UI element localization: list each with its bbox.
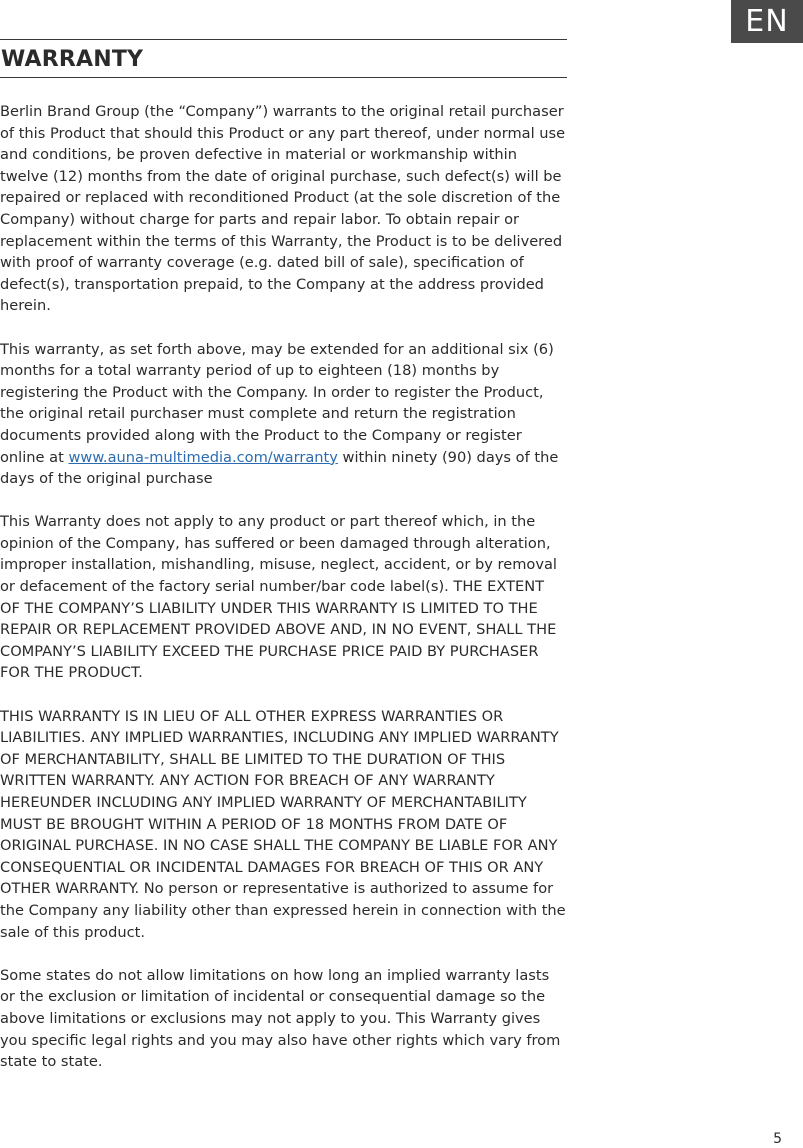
- warranty-registration-link[interactable]: www.auna-multimedia.com/warranty: [68, 448, 338, 466]
- paragraph-extension: [0, 339, 567, 490]
- page-number: 5: [773, 1131, 782, 1147]
- heading-top-rule: [0, 39, 567, 40]
- paragraph-state-rights: Some states do not allow limitations on how long an implied warranty lasts or the exclusion or limitation of incidental or consequential damage so the above limitations or exclusions may not apply to you. This Warranty gives you specific legal rights and you may also have other rights which vary from state to state.: [0, 966, 561, 1071]
- language-tab: EN: [731, 0, 803, 43]
- paragraph-limitations: THIS WARRANTY IS IN LIEU OF ALL OTHER EXPRESS WARRANTIES OR LIABILITIES. ANY IMPLIED WARRANTIES, INCLUDING ANY IMPLIED WARRANTY OF MERCHANTABILITY, SHALL BE LIMITED TO THE DURATION OF THIS WRITTEN WARRANTY. ANY ACTION FOR BREACH OF ANY WARRANTY HEREUNDER INCLUDING ANY IMPLIED WARRANTY OF MERCHANTABILITY MUST BE BROUGHT WITHIN A PERIOD OF 18 MONTHS FROM DATE OF ORIGINAL PURCHASE. IN NO CASE SHALL THE COMPANY BE LIABLE FOR ANY CONSEQUENTIAL OR INCIDENTAL DAMAGES FOR BREACH OF THIS OR ANY OTHER WARRANTY. No person or representative is authorized to assume for the Company any liability other than expressed herein in connection with the sale of this product.: [0, 707, 566, 941]
- warranty-body: [0, 101, 567, 1094]
- paragraph-extension-text-end: within ninety (90) days of the days of the original purchase: [0, 448, 559, 488]
- paragraph-coverage: Berlin Brand Group (the “Company”) warrants to the original retail purchaser of this Product that should this Product or any part thereof, under normal use and conditions, be proven defective in material or workmanship within twelve (12) months from the date of original purchase, such defect(s) will be repaired or replaced with reconditioned Product (at the sole discretion of the Company) without charge for parts and repair labor. To obtain repair or replacement within the terms of this Warranty, the Product is to be delivered with proof of warranty coverage (e.g. dated bill of sale), specification of defect(s), transportation prepaid, to the Company at the address provided herein.: [0, 103, 566, 315]
- paragraph-exclusions: This Warranty does not apply to any product or part thereof which, in the opinion of the Company, has suffered or been damaged through alteration, improper installation, mishandling, misuse, neglect, accident, or by removal or defacement of the factory serial number/bar code label(s). THE EXTENT OF THE COMPANY’S LIABILITY UNDER THIS WARRANTY IS LIMITED TO THE REPAIR OR REPLACEMENT PROVIDED ABOVE AND, IN NO EVENT, SHALL THE COMPANY’S LIABILITY EXCEED THE PURCHASE PRICE PAID BY PURCHASER FOR THE PRODUCT.: [0, 513, 557, 682]
- page-title: WARRANTY: [1, 47, 144, 72]
- heading-bottom-rule: [0, 77, 567, 78]
- paragraph-extension-text: This warranty, as set forth above, may be extended for an additional six (6) months for a total warranty period of up to eighteen (18) months by registering the Product with the Company. In order to register the Product, the original retail purchaser must complete and return the registration documents provided along with the Product to the Company or register online at: [0, 340, 554, 466]
